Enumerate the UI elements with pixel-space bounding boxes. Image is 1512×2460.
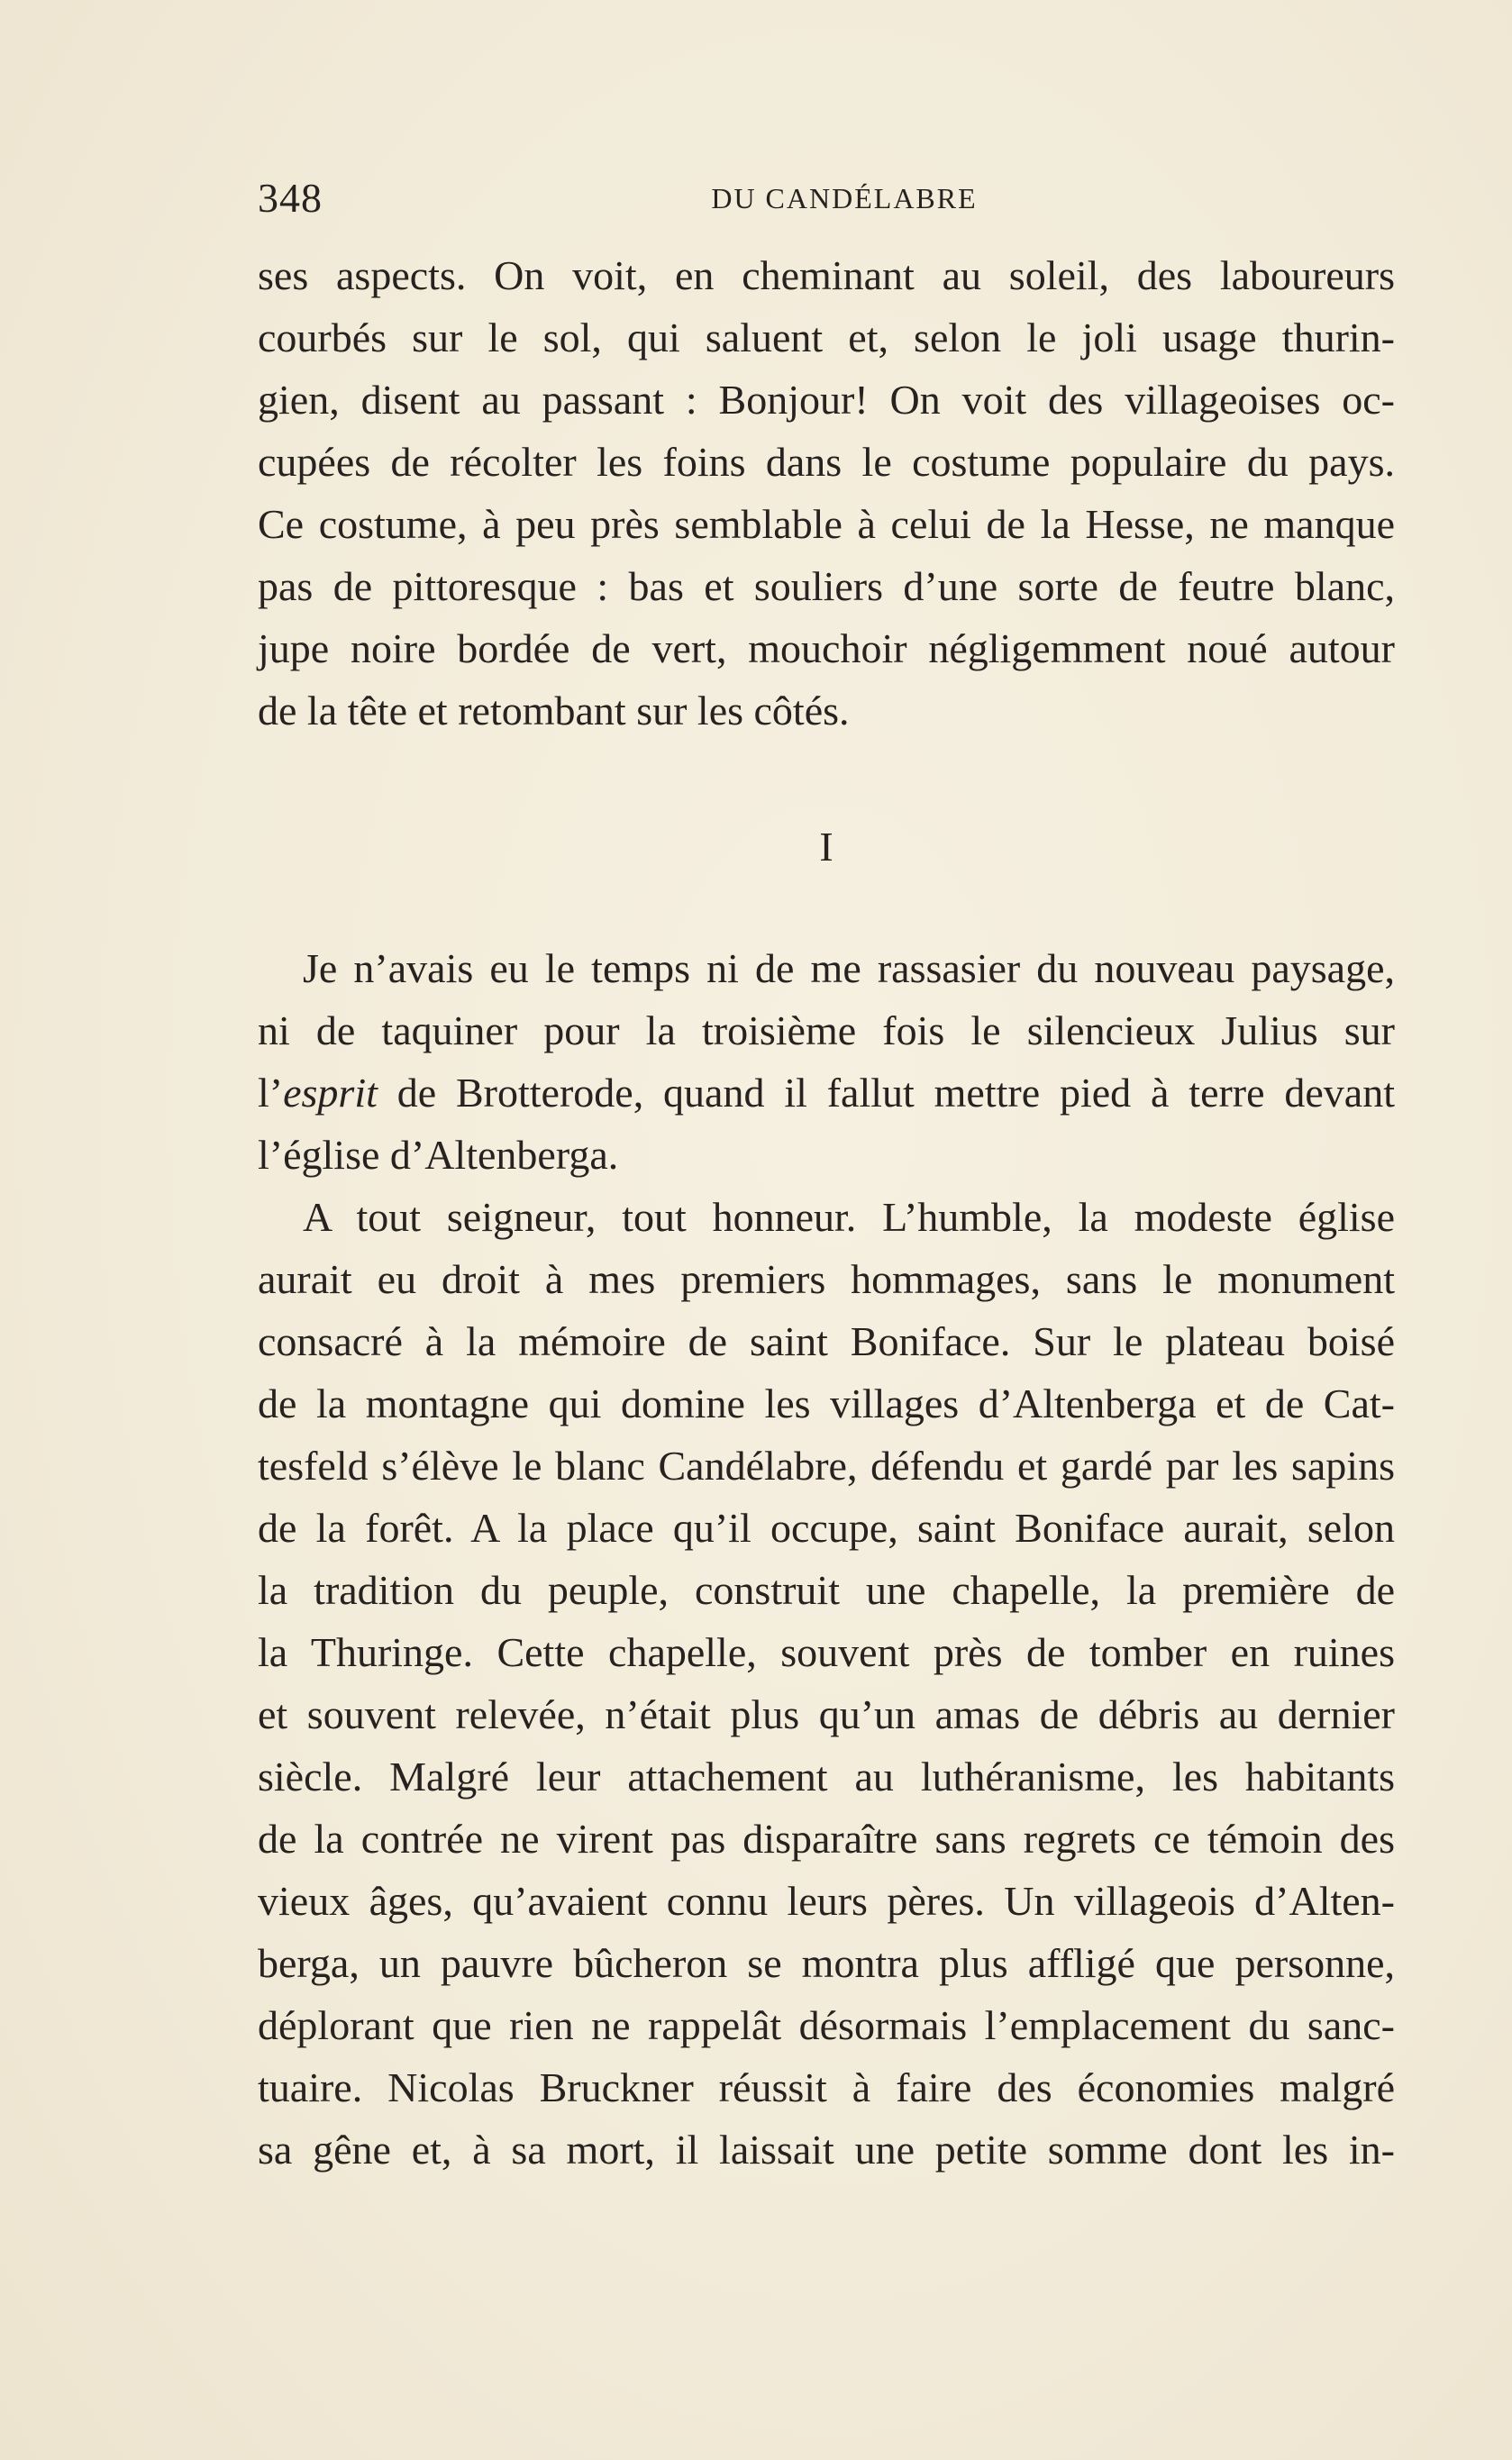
text-line: cupées de récolter les foins dans le costume populaire du pays. xyxy=(258,439,1395,485)
text-line: ses aspects. On voit, en cheminant au soleil, des laboureurs xyxy=(258,252,1395,298)
text-line: déplorant que rien ne rappelât désormais l’emplacement du sanc- xyxy=(258,2002,1395,2048)
text-line: tuaire. Nicolas Bruckner réussit à faire des économies malgré xyxy=(258,2064,1395,2110)
text-line: siècle. Malgré leur attachement au luthéranisme, les habitants xyxy=(258,1754,1395,1799)
italic-word: esprit xyxy=(283,1070,378,1116)
text-line: la Thuringe. Cette chapelle, souvent près de tomber en ruines xyxy=(258,1629,1395,1675)
text-line: consacré à la mémoire de saint Boniface. Sur le plateau boisé xyxy=(258,1318,1395,1364)
text-line: et souvent relevée, n’était plus qu’un amas de débris au dernier xyxy=(258,1691,1395,1737)
text-line: de la contrée ne virent pas disparaître sans regrets ce témoin des xyxy=(258,1816,1395,1862)
text-line: courbés sur le sol, qui saluent et, selon le joli usage thurin- xyxy=(258,314,1395,360)
text-line: A tout seigneur, tout honneur. L’humble, la modeste église xyxy=(303,1194,1395,1240)
text-line: vieux âges, qu’avaient connu leurs pères. Un villageois d’Alten- xyxy=(258,1878,1395,1924)
text-line: Je n’avais eu le temps ni de me rassasier du nouveau paysage, xyxy=(303,945,1395,991)
page-number: 348 xyxy=(258,175,323,221)
section-heading: I xyxy=(819,824,833,870)
text-line: ni de taquiner pour la troisième fois le silencieux Julius sur xyxy=(258,1007,1395,1053)
text-line: de la montagne qui domine les villages d’Altenberga et de Cat- xyxy=(258,1380,1395,1426)
text-line: pas de pittoresque : bas et souliers d’une sorte de feutre blanc, xyxy=(258,563,1395,609)
text-line: tesfeld s’élève le blanc Candélabre, défendu et gardé par les sapins xyxy=(258,1443,1395,1489)
text-line: gien, disent au passant : Bonjour! On voit des villageoises oc- xyxy=(258,377,1395,423)
text-line: l’église d’Altenberga. xyxy=(258,1132,619,1178)
text-line: de la tête et retombant sur les côtés. xyxy=(258,688,850,733)
text-line: sa gêne et, à sa mort, il laissait une petite somme dont les in- xyxy=(258,2127,1395,2173)
text-line: la tradition du peuple, construit une chapelle, la première de xyxy=(258,1567,1395,1613)
text-line: Ce costume, à peu près semblable à celui de la Hesse, ne manque xyxy=(258,501,1395,547)
text-line: de la forêt. A la place qu’il occupe, saint Boniface aurait, selon xyxy=(258,1505,1395,1551)
text-fragment: l’ xyxy=(258,1070,284,1116)
text-line: berga, un pauvre bûcheron se montra plus affligé que personne, xyxy=(258,1940,1395,1986)
text-line: jupe noire bordée de vert, mouchoir négligemment noué autour xyxy=(258,625,1395,671)
running-title: DU CANDÉLABRE xyxy=(711,182,978,214)
text-line xyxy=(258,1066,1395,1120)
text-line: aurait eu droit à mes premiers hommages, sans le monument xyxy=(258,1256,1395,1302)
page-header xyxy=(258,171,1395,225)
text-fragment: de Brotterode, quand il fallut mettre pied à terre devant xyxy=(377,1070,1395,1116)
